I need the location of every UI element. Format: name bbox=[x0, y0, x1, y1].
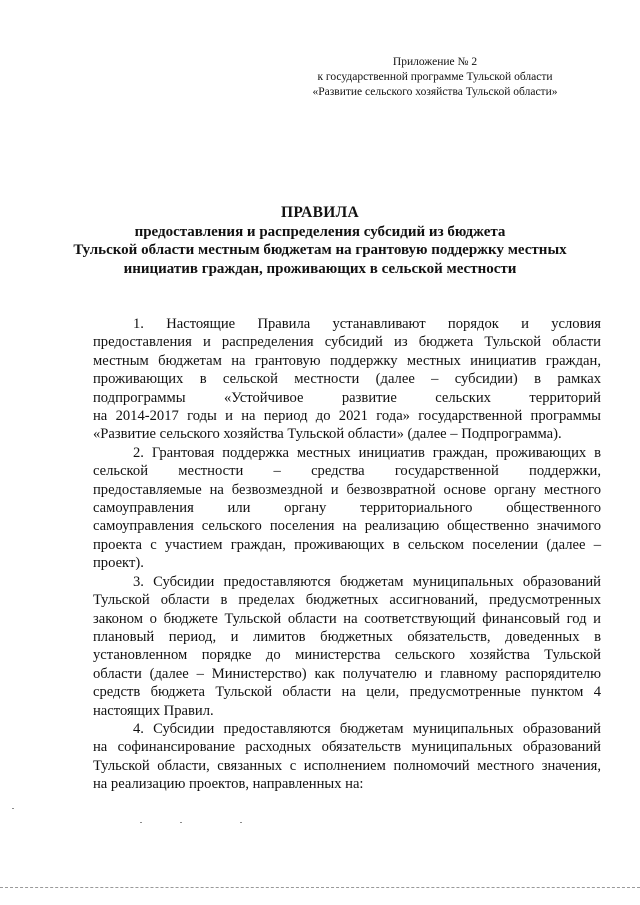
paragraph-2-line: предоставляемые на безвозмездной и безвозвратной основе органу местного bbox=[93, 481, 601, 498]
paragraph-1-line: 1. Настоящие Правила устанавливают порядок и условия bbox=[133, 316, 601, 332]
scan-speck bbox=[180, 822, 182, 823]
scan-speck bbox=[240, 822, 242, 823]
paragraph-3-line: установленном порядке до министерства сельского хозяйства Тульской bbox=[93, 647, 601, 664]
appendix-program-name: «Развитие сельского хозяйства Тульской области» bbox=[312, 86, 558, 98]
appendix-header bbox=[300, 55, 570, 100]
paragraph-1-line: местным бюджетам на грантовую поддержку местных инициатив граждан, bbox=[93, 352, 601, 369]
paragraph-3-line: законом о бюджете Тульской области на соответствующий финансовый год и bbox=[93, 610, 601, 627]
paragraph-3-line: Тульской области в пределах бюджетных ассигнований, предусмотренных bbox=[93, 592, 601, 609]
title-line-1: предоставления и распределения субсидий из бюджета bbox=[134, 223, 506, 240]
document-body bbox=[93, 315, 601, 794]
paragraph-2-line: сельской местности – средства государственной поддержки, bbox=[93, 463, 601, 480]
paragraph-4-line: на реализацию проектов, направленных на: bbox=[93, 776, 364, 793]
paragraph-4-line: Тульской области, связанных с исполнением полномочий местного значения, bbox=[93, 757, 601, 774]
scan-edge-line bbox=[0, 887, 640, 889]
title-line-3: инициатив граждан, проживающих в сельской местности bbox=[123, 260, 517, 277]
paragraph-1-line: предоставления и распределения субсидий из бюджета Тульской области bbox=[93, 334, 601, 351]
paragraph-1-line: на 2014-2017 годы и на период до 2021 года» государственной программы bbox=[93, 408, 601, 425]
paragraph-3-line: средств бюджета Тульской области на цели, предусмотренные пунктом 4 bbox=[93, 684, 601, 701]
paragraph-2-line: проекта с участием граждан, проживающих в сельском поселении (далее – bbox=[93, 536, 601, 553]
paragraph-1-line: проживающих в сельской местности (далее – субсидии) в рамках bbox=[93, 371, 601, 388]
scan-speck bbox=[140, 822, 142, 823]
document-title bbox=[70, 204, 570, 278]
paragraph-1-line: подпрограммы «Устойчивое развитие сельских территорий bbox=[93, 389, 601, 406]
paragraph-2-line: 2. Грантовая поддержка местных инициатив граждан, проживающих в bbox=[133, 444, 601, 461]
paragraph-4-line: на софинансирование расходных обязательств муниципальных образований bbox=[93, 739, 601, 756]
paragraph-2-line: проект). bbox=[93, 555, 144, 572]
paragraph-2-line: самоуправления или органу территориального общественного bbox=[93, 500, 601, 517]
appendix-number: Приложение № 2 bbox=[392, 56, 478, 68]
appendix-program-ref: к государственной программе Тульской области bbox=[317, 71, 553, 83]
paragraph-1-line: «Развитие сельского хозяйства Тульской области» (далее – Подпрограмма). bbox=[93, 426, 562, 443]
title-main: ПРАВИЛА bbox=[281, 204, 359, 221]
paragraph-2-line: самоуправления сельского поселения на реализацию общественно значимого bbox=[93, 518, 601, 535]
paragraph-3-line: плановый период, и лимитов бюджетных обязательств, доведенных в bbox=[93, 628, 601, 645]
scan-speck bbox=[12, 808, 14, 809]
paragraph-3-line: области (далее – Министерство) как получателю и главному распорядителю bbox=[93, 665, 601, 682]
paragraph-3-line: настоящих Правил. bbox=[93, 702, 214, 719]
paragraph-4-line: 4. Субсидии предоставляются бюджетам муниципальных образований bbox=[133, 720, 601, 737]
paragraph-3-line: 3. Субсидии предоставляются бюджетам муниципальных образований bbox=[133, 573, 601, 590]
title-line-2: Тульской области местным бюджетам на грантовую поддержку местных bbox=[73, 242, 567, 258]
